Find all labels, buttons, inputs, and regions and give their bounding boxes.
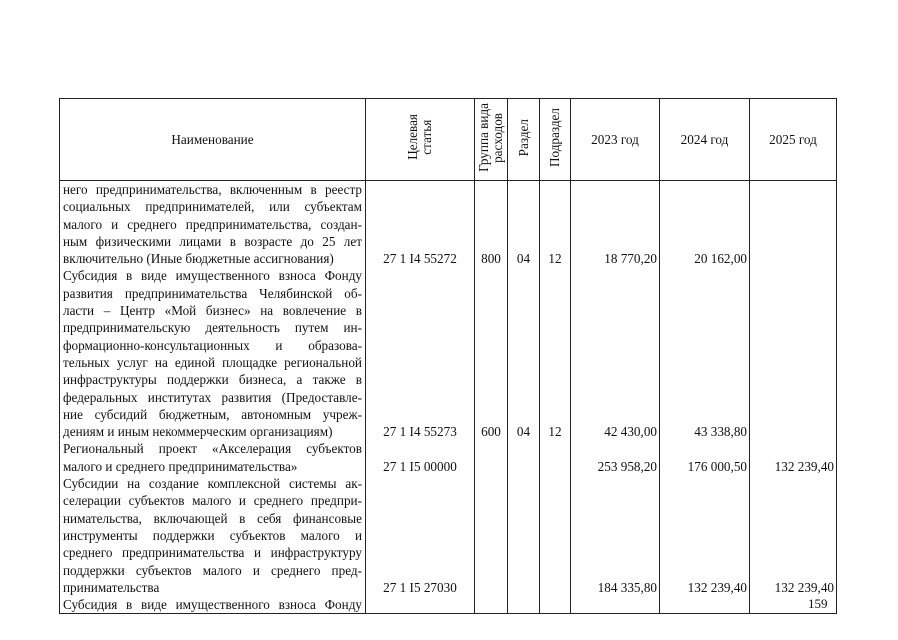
amount-2023: 253 958,20: [597, 458, 657, 474]
name-line: социальных предпринимателей, или субъектам: [63, 199, 362, 215]
name-line: Субсидия в виде имущественного взноса Фонду: [63, 268, 362, 284]
year-2025-column: [750, 181, 837, 614]
header-name: Наименование: [60, 99, 366, 181]
budget-table: [59, 98, 837, 614]
year-2023-column: [571, 181, 660, 614]
header-expense-group: Группа вида расходов: [475, 99, 508, 181]
section-column: [508, 181, 540, 614]
amount-2024: 132 239,40: [687, 579, 747, 595]
table-body-row: [60, 181, 837, 614]
name-line: тельных услуг на единой площадке региональной: [63, 354, 362, 370]
header-section: Раздел: [508, 99, 540, 181]
name-line: нимательства, включающей в себя финансовые: [63, 510, 362, 526]
page-number: 159: [808, 596, 828, 611]
amount-2025: 132 239,40: [774, 458, 834, 474]
name-line: ние субсидий бюджетным, автономным учреж-: [63, 406, 362, 422]
year-2024-column: [660, 181, 750, 614]
table-header-row: [60, 99, 837, 181]
name-line: селерации субъектов малого и среднего предпри-: [63, 493, 362, 509]
name-line: дениям и иным некоммерческим организациям): [63, 424, 333, 440]
name-line: инструменты поддержки субъектов малого и: [63, 527, 362, 543]
name-line: включительно (Иные бюджетные ассигнования): [63, 251, 334, 267]
name-line: малого и среднего предпринимательства, создан-: [63, 216, 362, 232]
name-line: формационно-консультационных и образова-: [63, 337, 362, 353]
amount-2024: 43 338,80: [694, 424, 747, 440]
expense-group-column: [475, 181, 508, 614]
subsection-column: [540, 181, 571, 614]
name-line: малого и среднего предпринимательства»: [63, 458, 298, 474]
expense-group-value: 800: [481, 251, 501, 267]
article-value: 27 1 I4 55272: [383, 251, 457, 267]
header-2025: 2025 год: [750, 99, 837, 181]
name-line: развития предпринимательства Челябинской об-: [63, 285, 362, 301]
name-line: среднего предпринимательства и инфраструктуру: [63, 545, 362, 561]
section-value: 04: [516, 251, 531, 267]
name-line: принимательства: [63, 579, 160, 595]
name-line: ным физическими лицами в возрасте до 25 лет: [63, 233, 362, 249]
amount-2025: 132 239,40: [774, 579, 834, 595]
amount-2023: 184 335,80: [597, 579, 657, 595]
article-value: 27 1 I5 00000: [383, 458, 457, 474]
name-line: поддержки субъектов малого и среднего пред-: [63, 562, 362, 578]
header-subsection: Подраздел: [540, 99, 571, 181]
target-article-column: [366, 181, 475, 614]
amount-2023: 18 770,20: [604, 251, 657, 267]
name-line: него предпринимательства, включенным в реестр: [63, 182, 362, 197]
subsection-value: 12: [548, 251, 562, 267]
name-line: Субсидии на создание комплексной системы ак-: [63, 476, 362, 492]
names-column: [60, 181, 366, 614]
name-line: Субсидия в виде имущественного взноса Фонду: [63, 597, 362, 613]
name-line: инфраструктуры поддержки бизнеса, а также в: [63, 372, 362, 388]
header-2023: 2023 год: [571, 99, 660, 181]
amount-2023: 42 430,00: [604, 424, 657, 440]
name-line: федеральных институтах развития (Предоставле-: [63, 389, 362, 405]
section-value: 04: [516, 424, 531, 440]
subsection-value: 12: [548, 424, 562, 440]
name-line: Региональный проект «Акселерация субъектов: [63, 441, 362, 457]
header-2024: 2024 год: [660, 99, 750, 181]
name-line: ласти – Центр «Мой бизнес» на вовлечение в: [63, 303, 362, 319]
header-target-article: Целевая статья: [366, 99, 475, 181]
article-value: 27 1 I4 55273: [383, 424, 457, 440]
article-value: 27 1 I5 27030: [383, 579, 457, 595]
amount-2024: 20 162,00: [694, 251, 747, 267]
name-line: предпринимательскую деятельность путем ин-: [63, 320, 362, 336]
expense-group-value: 600: [481, 424, 501, 440]
amount-2024: 176 000,50: [687, 458, 747, 474]
